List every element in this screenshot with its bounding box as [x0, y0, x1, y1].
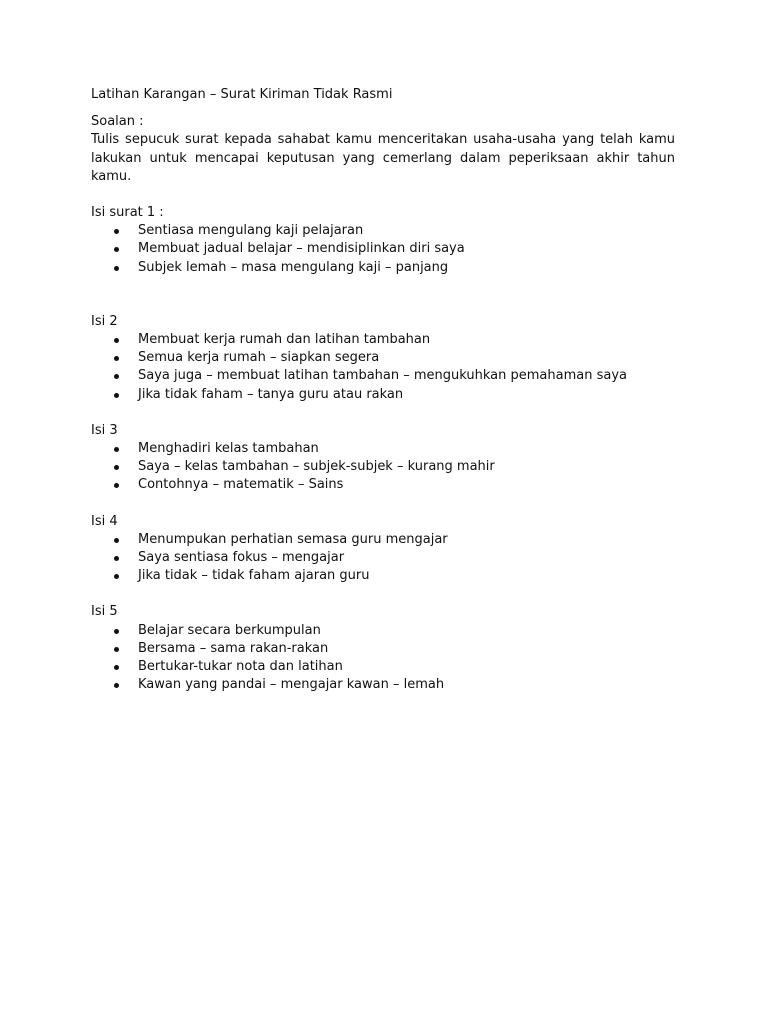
bullet-icon [114, 556, 119, 561]
list-item [91, 549, 675, 567]
list-item [91, 676, 675, 694]
list-item-text: Bertukar-tukar nota dan latihan [138, 659, 343, 675]
list-item [91, 622, 675, 640]
section-isi-3 [91, 422, 675, 495]
spacer [91, 277, 675, 313]
list-item [91, 331, 675, 349]
list-item [91, 386, 675, 404]
list-item-text: Saya sentiasa fokus – mengajar [138, 550, 345, 566]
list-item-text: Saya – kelas tambahan – subjek-subjek – kurang mahir [138, 459, 495, 475]
list-item [91, 222, 675, 240]
bullet-icon [114, 266, 119, 271]
spacer [91, 495, 675, 513]
section-isi-5 [91, 603, 675, 694]
list-item-text: Menghadiri kelas tambahan [138, 441, 319, 457]
spacer [91, 585, 675, 603]
section-isi-4 [91, 513, 675, 586]
list-item-text: Membuat kerja rumah dan latihan tambahan [138, 332, 431, 348]
bullet-list [91, 622, 675, 695]
bullet-icon [114, 665, 119, 670]
list-item [91, 640, 675, 658]
list-item-text: Bersama – sama rakan-rakan [138, 640, 329, 656]
list-item [91, 259, 675, 277]
list-item [91, 240, 675, 258]
list-item-text: Subjek lemah – masa mengulang kaji – panjang [138, 259, 449, 275]
document-title: Latihan Karangan – Surat Kiriman Tidak Rasmi [91, 87, 393, 102]
section-heading: Isi 2 [91, 313, 118, 329]
bullet-icon [114, 338, 119, 343]
bullet-list [91, 440, 675, 495]
bullet-list [91, 531, 675, 586]
list-item [91, 531, 675, 549]
bullet-icon [114, 374, 119, 379]
list-item-text: Saya juga – membuat latihan tambahan – mengukuhkan pemahaman saya [138, 368, 627, 384]
list-item-text: Semua kerja rumah – siapkan segera [138, 350, 380, 366]
section-isi-2 [91, 313, 675, 404]
question-label: Soalan : [91, 114, 144, 130]
list-item-text: Belajar secara berkumpulan [138, 622, 321, 638]
question-text: Tulis sepucuk surat kepada sahabat kamu menceritakan usaha-usaha yang telah kamu lakukan untuk mencapai keputusan yang cemerlang dalam peperiksaan akhir tahun kamu. [91, 132, 675, 184]
list-item [91, 567, 675, 585]
section-heading: Isi 3 [91, 422, 118, 438]
list-item-text: Membuat jadual belajar – mendisiplinkan diri saya [138, 241, 465, 257]
list-item [91, 458, 675, 476]
bullet-icon [114, 483, 119, 488]
list-item-text: Jika tidak – tidak faham ajaran guru [138, 568, 370, 584]
bullet-list [91, 331, 675, 404]
section-heading: Isi 5 [91, 604, 118, 620]
section-isi-1 [91, 204, 675, 277]
bullet-icon [114, 647, 119, 652]
list-item-text: Jika tidak faham – tanya guru atau rakan [138, 386, 404, 402]
bullet-icon [114, 356, 119, 361]
list-item [91, 367, 675, 385]
list-item [91, 658, 675, 676]
bullet-icon [114, 393, 119, 398]
bullet-icon [114, 229, 119, 234]
list-item [91, 440, 675, 458]
document-content [91, 86, 675, 694]
list-item [91, 476, 675, 494]
list-item-text: Sentiasa mengulang kaji pelajaran [138, 223, 364, 239]
bullet-icon [114, 465, 119, 470]
list-item [91, 349, 675, 367]
bullet-icon [114, 574, 119, 579]
bullet-icon [114, 247, 119, 252]
bullet-icon [114, 447, 119, 452]
bullet-icon [114, 629, 119, 634]
bullet-list [91, 222, 675, 277]
section-heading: Isi 4 [91, 513, 118, 529]
list-item-text: Kawan yang pandai – mengajar kawan – lemah [138, 677, 445, 693]
section-heading: Isi surat 1 : [91, 205, 164, 221]
bullet-icon [114, 683, 119, 688]
spacer [91, 404, 675, 422]
list-item-text: Menumpukan perhatian semasa guru mengajar [138, 531, 448, 547]
bullet-icon [114, 538, 119, 543]
list-item-text: Contohnya – matematik – Sains [138, 477, 344, 493]
spacer [91, 186, 675, 204]
